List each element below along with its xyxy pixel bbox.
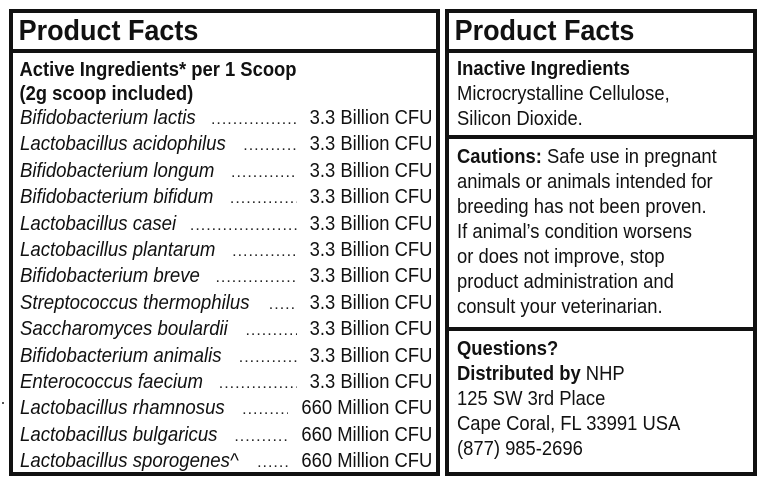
dot-leader [190,213,297,238]
cautions-section [449,139,753,327]
dot-leader [242,397,288,422]
inactive-ingredients-section [449,53,753,135]
dot-leader [269,292,297,317]
ingredient-name: Saccharomyces boulardii [20,318,228,341]
ingredient-row [20,106,432,132]
ingredient-name: Enterococcus faecium [20,371,203,394]
ingredient-amount: 3.3 Billion CFU [309,133,432,156]
ingredient-name: Lactobacillus bulgaricus [20,423,218,446]
ingredient-amount: 3.3 Billion CFU [309,159,432,182]
cautions-line-5: or does not improve, stop [457,246,665,268]
ingredient-name: Lactobacillus acidophilus [20,133,226,156]
ingredient-amount: 3.3 Billion CFU [309,344,432,367]
dot-leader [211,107,297,132]
cautions-line-1: Safe use in pregnant [541,146,717,168]
ingredient-row [20,370,432,396]
ingredient-name: Bifidobacterium animalis [20,344,222,367]
ingredient-amount: 3.3 Billion CFU [309,212,432,235]
ingredient-name: Lactobacillus rhamnosus [20,397,225,420]
ingredient-amount: 3.3 Billion CFU [309,107,432,129]
cautions-line-3: breeding has not been proven. [457,196,707,218]
address-line-1: 125 SW 3rd Place [457,388,606,410]
ingredient-amount: 3.3 Billion CFU [309,186,432,209]
cautions-line-6: product administration and [457,271,674,293]
inactive-line-2: Silicon Dioxide. [457,108,583,130]
ingredient-row [20,212,432,238]
ingredient-row [20,396,432,422]
inactive-line-1: Microcrystalline Cellulose, [457,83,670,105]
ingredient-row [20,317,432,343]
ingredient-name: Lactobacillus casei [20,212,177,235]
product-facts-left-panel [9,9,440,476]
ingredient-name: Bifidobacterium lactis [20,107,196,129]
ingredient-row [20,344,432,370]
dot-leader [257,450,288,475]
cautions-line-4: If animal’s condition worsens [457,221,692,243]
ingredient-row [20,159,432,185]
product-facts-right-panel [445,9,757,476]
ingredient-amount: 3.3 Billion CFU [309,239,432,262]
ingredient-amount: 3.3 Billion CFU [309,371,432,394]
ingredient-row [20,291,432,317]
ingredient-row [20,238,432,264]
ingredient-amount: 3.3 Billion CFU [309,291,432,314]
ingredient-row [20,185,432,211]
ingredient-amount: 3.3 Billion CFU [309,318,432,341]
inactive-ingredients-heading: Inactive Ingredients [457,58,630,80]
ingredient-row [20,449,432,475]
dot-leader [243,133,296,158]
ingredient-amount: 660 Million CFU [301,397,432,420]
dot-leader [234,424,287,449]
dot-leader [219,371,297,396]
phone-number: (877) 985-2696 [457,438,583,460]
ingredient-row [20,132,432,158]
ingredient-row [20,423,432,449]
ingredient-amount: 660 Million CFU [301,423,432,446]
ingredient-amount: 660 Million CFU [301,450,432,473]
left-panel-title: Product Facts [18,15,199,47]
dot-leader [230,186,297,211]
stray-dot [2,402,4,404]
ingredient-name: Bifidobacterium longum [20,159,215,182]
ingredient-row [20,264,432,290]
ingredient-name: Lactobacillus sporogenes^ [20,450,239,473]
distributor-name: NHP [580,363,625,385]
dot-leader [232,239,296,264]
questions-section [449,331,753,462]
dot-leader [239,345,297,370]
questions-heading: Questions? [457,338,559,360]
dot-leader [231,160,297,185]
ingredient-amount: 3.3 Billion CFU [309,265,432,288]
distributed-by-label: Distributed by [457,363,581,385]
ingredient-name: Bifidobacterium breve [20,265,200,288]
dot-leader [215,265,296,290]
dot-leader [245,318,296,343]
address-line-2: Cape Coral, FL 33991 USA [457,413,681,435]
ingredient-name: Lactobacillus plantarum [20,239,216,262]
active-ingredients-subheading: (2g scoop included) [19,83,194,105]
cautions-line-7: consult your veterinarian. [457,296,663,318]
cautions-label: Cautions: [457,146,542,168]
ingredient-name: Streptococcus thermophilus [20,291,250,314]
ingredient-name: Bifidobacterium bifidum [20,186,214,209]
right-panel-title: Product Facts [454,15,635,47]
ingredient-list [13,106,436,476]
active-ingredients-heading: Active Ingredients* per 1 Scoop [19,59,297,81]
cautions-line-2: animals or animals intended for [457,171,713,193]
